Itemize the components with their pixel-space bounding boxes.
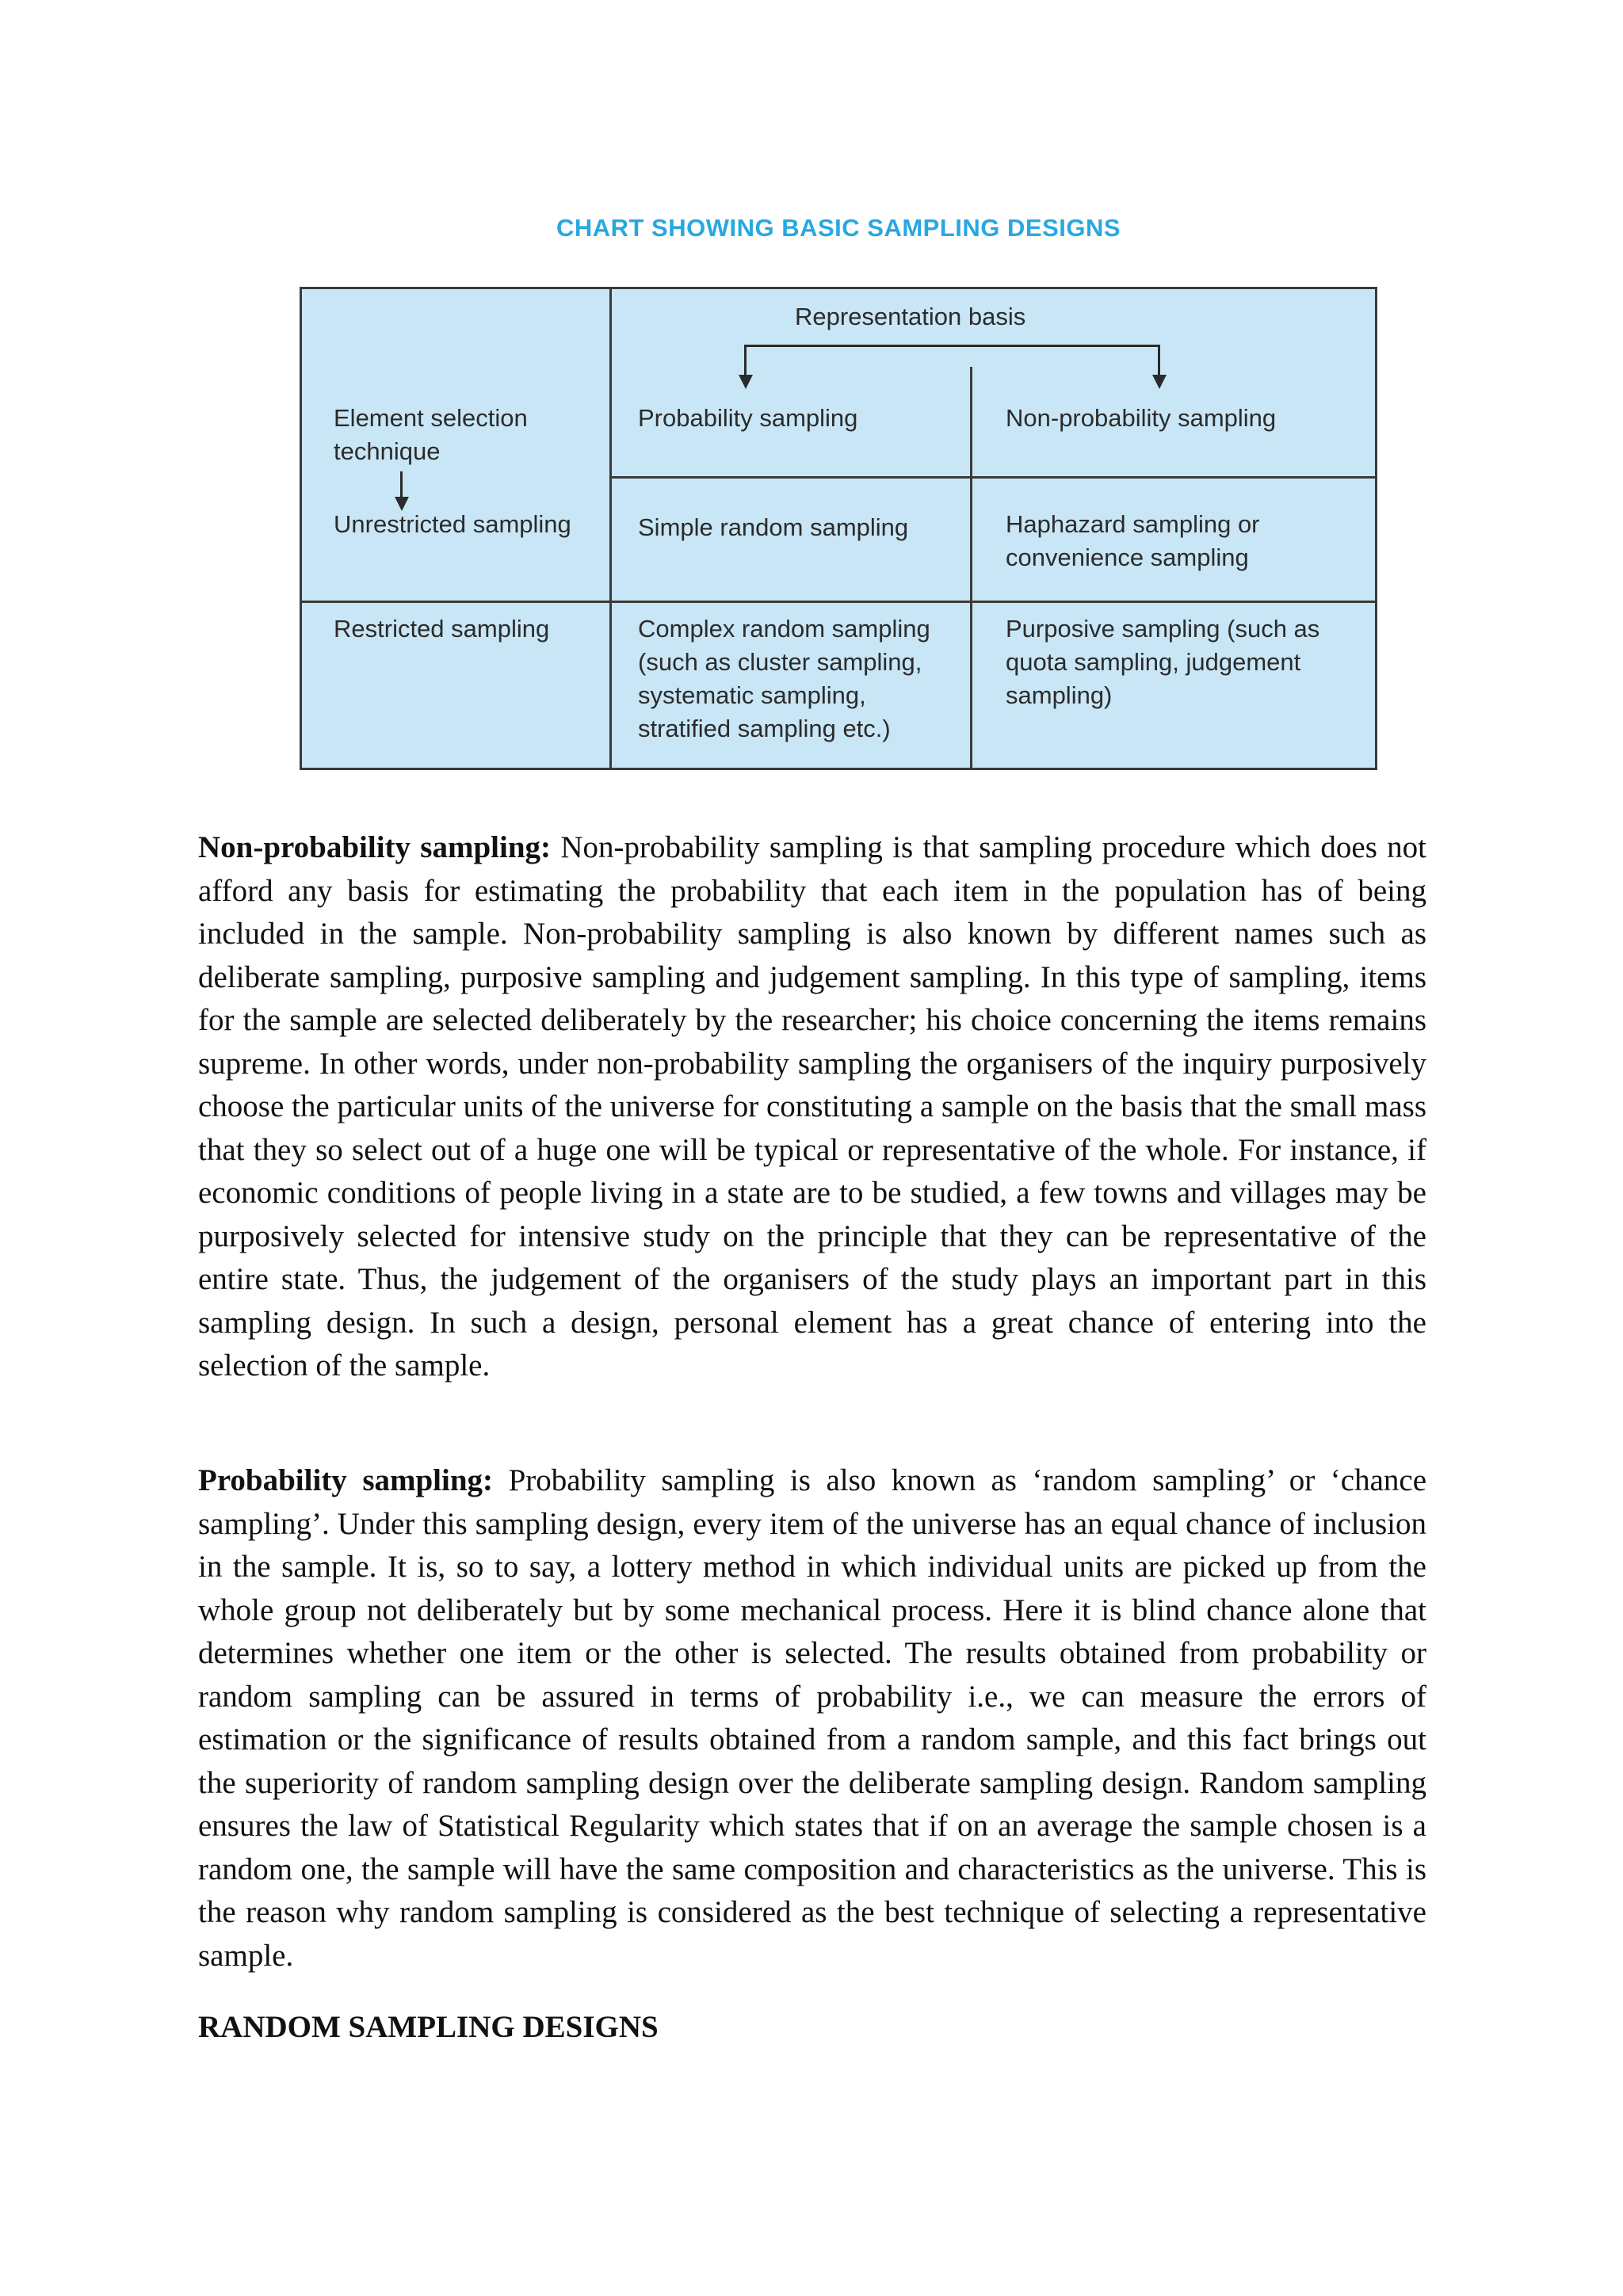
column-header-probability: Probability sampling [638,404,858,432]
row-header-restricted: Restricted sampling [334,615,550,643]
section-heading: RANDOM SAMPLING DESIGNS [198,2010,659,2044]
row-header-unrestricted: Unrestricted sampling [334,510,571,538]
divider-vertical-left [609,289,612,768]
paragraph-probability-sampling [198,1459,1426,1978]
paragraph-body: Non-probability sampling is that sampling procedure which does not afford any basis for estimating the probability that each item in the population has of being included in the sample. Non-probability sampling is also known by different names such as deliberate sampling, purposive sampling and judgement sampling. In this type of sampling, items for the sample are selected deliberately by the researcher; his choice concerning the items remains supreme. In other words, under non-probability sampling the organisers of the inquiry purposively choose the particular units of the universe for constituting a sample on the basis that the small mass that they so select out of a huge one will be typical or representative of the whole. For instance, if economic conditions of people living in a state are to be studied, a few towns and villages may be purposively selected for intensive study on the principle that they can be representative of the entire state. Thus, the judgement of the organisers of the study plays an important part in this sampling design. In such a design, personal element has a great chance of entering into the selection of the sample. [198,830,1426,1383]
paragraph-non-probability-sampling [198,826,1426,1388]
divider-vertical-middle [970,367,972,768]
figure-title: CHART SHOWING BASIC SAMPLING DESIGNS [556,214,1121,242]
cell-purposive-sampling-line1: Purposive sampling (such as [1006,615,1320,643]
cell-purposive-sampling-line3: sampling) [1006,681,1113,709]
representation-bracket-bar [744,345,1160,347]
arrow-down-icon [739,375,753,389]
element-selection-label-line2: technique [334,437,441,465]
paragraph-body: Probability sampling is also known as ‘random sampling’ or ‘chance sampling’. Under this sampling design, every item of the universe has an equal chance of inclusion in the sample. It is, so to say, a lottery method in which individual units are picked up from the whole group not deliberately but by some mechanical process. Here it is blind chance alone that determines whether one item or the other is selected. The results obtained from probability or random sampling can be assured in terms of probability i.e., we can measure the errors of estimation or the significance of results obtained from a random sample, and this fact brings out the superiority of random sampling design over the deliberate sampling design. Random sampling ensures the law of Statistical Regularity which states that if on an average the sample chosen is a random one, the sample will have the same composition and characteristics as the universe. This is the reason why random sampling is considered as the best technique of selecting a representative sample. [198,1463,1426,1973]
cell-haphazard-sampling-line1: Haphazard sampling or [1006,510,1260,538]
element-selection-label-line1: Element selection [334,404,528,432]
representation-bracket-left-leg [744,345,747,376]
sampling-designs-chart [300,287,1377,770]
cell-complex-random-line1: Complex random sampling [638,615,930,643]
representation-basis-label: Representation basis [795,303,1026,330]
column-header-non-probability: Non-probability sampling [1006,404,1277,432]
cell-simple-random-sampling: Simple random sampling [638,513,909,541]
cell-complex-random-line3: systematic sampling, [638,681,866,709]
cell-complex-random-line4: stratified sampling etc.) [638,715,891,742]
cell-haphazard-sampling-line2: convenience sampling [1006,543,1249,571]
cell-complex-random-line2: (such as cluster sampling, [638,648,922,676]
arrow-down-icon [1152,375,1167,389]
divider-horizontal-rows [302,601,1375,603]
divider-horizontal-header [609,476,1375,479]
cell-purposive-sampling-line2: quota sampling, judgement [1006,648,1301,676]
term-non-probability-sampling: Non-probability sampling: [198,830,552,864]
term-probability-sampling: Probability sampling: [198,1463,494,1497]
representation-bracket-right-leg [1158,345,1160,376]
